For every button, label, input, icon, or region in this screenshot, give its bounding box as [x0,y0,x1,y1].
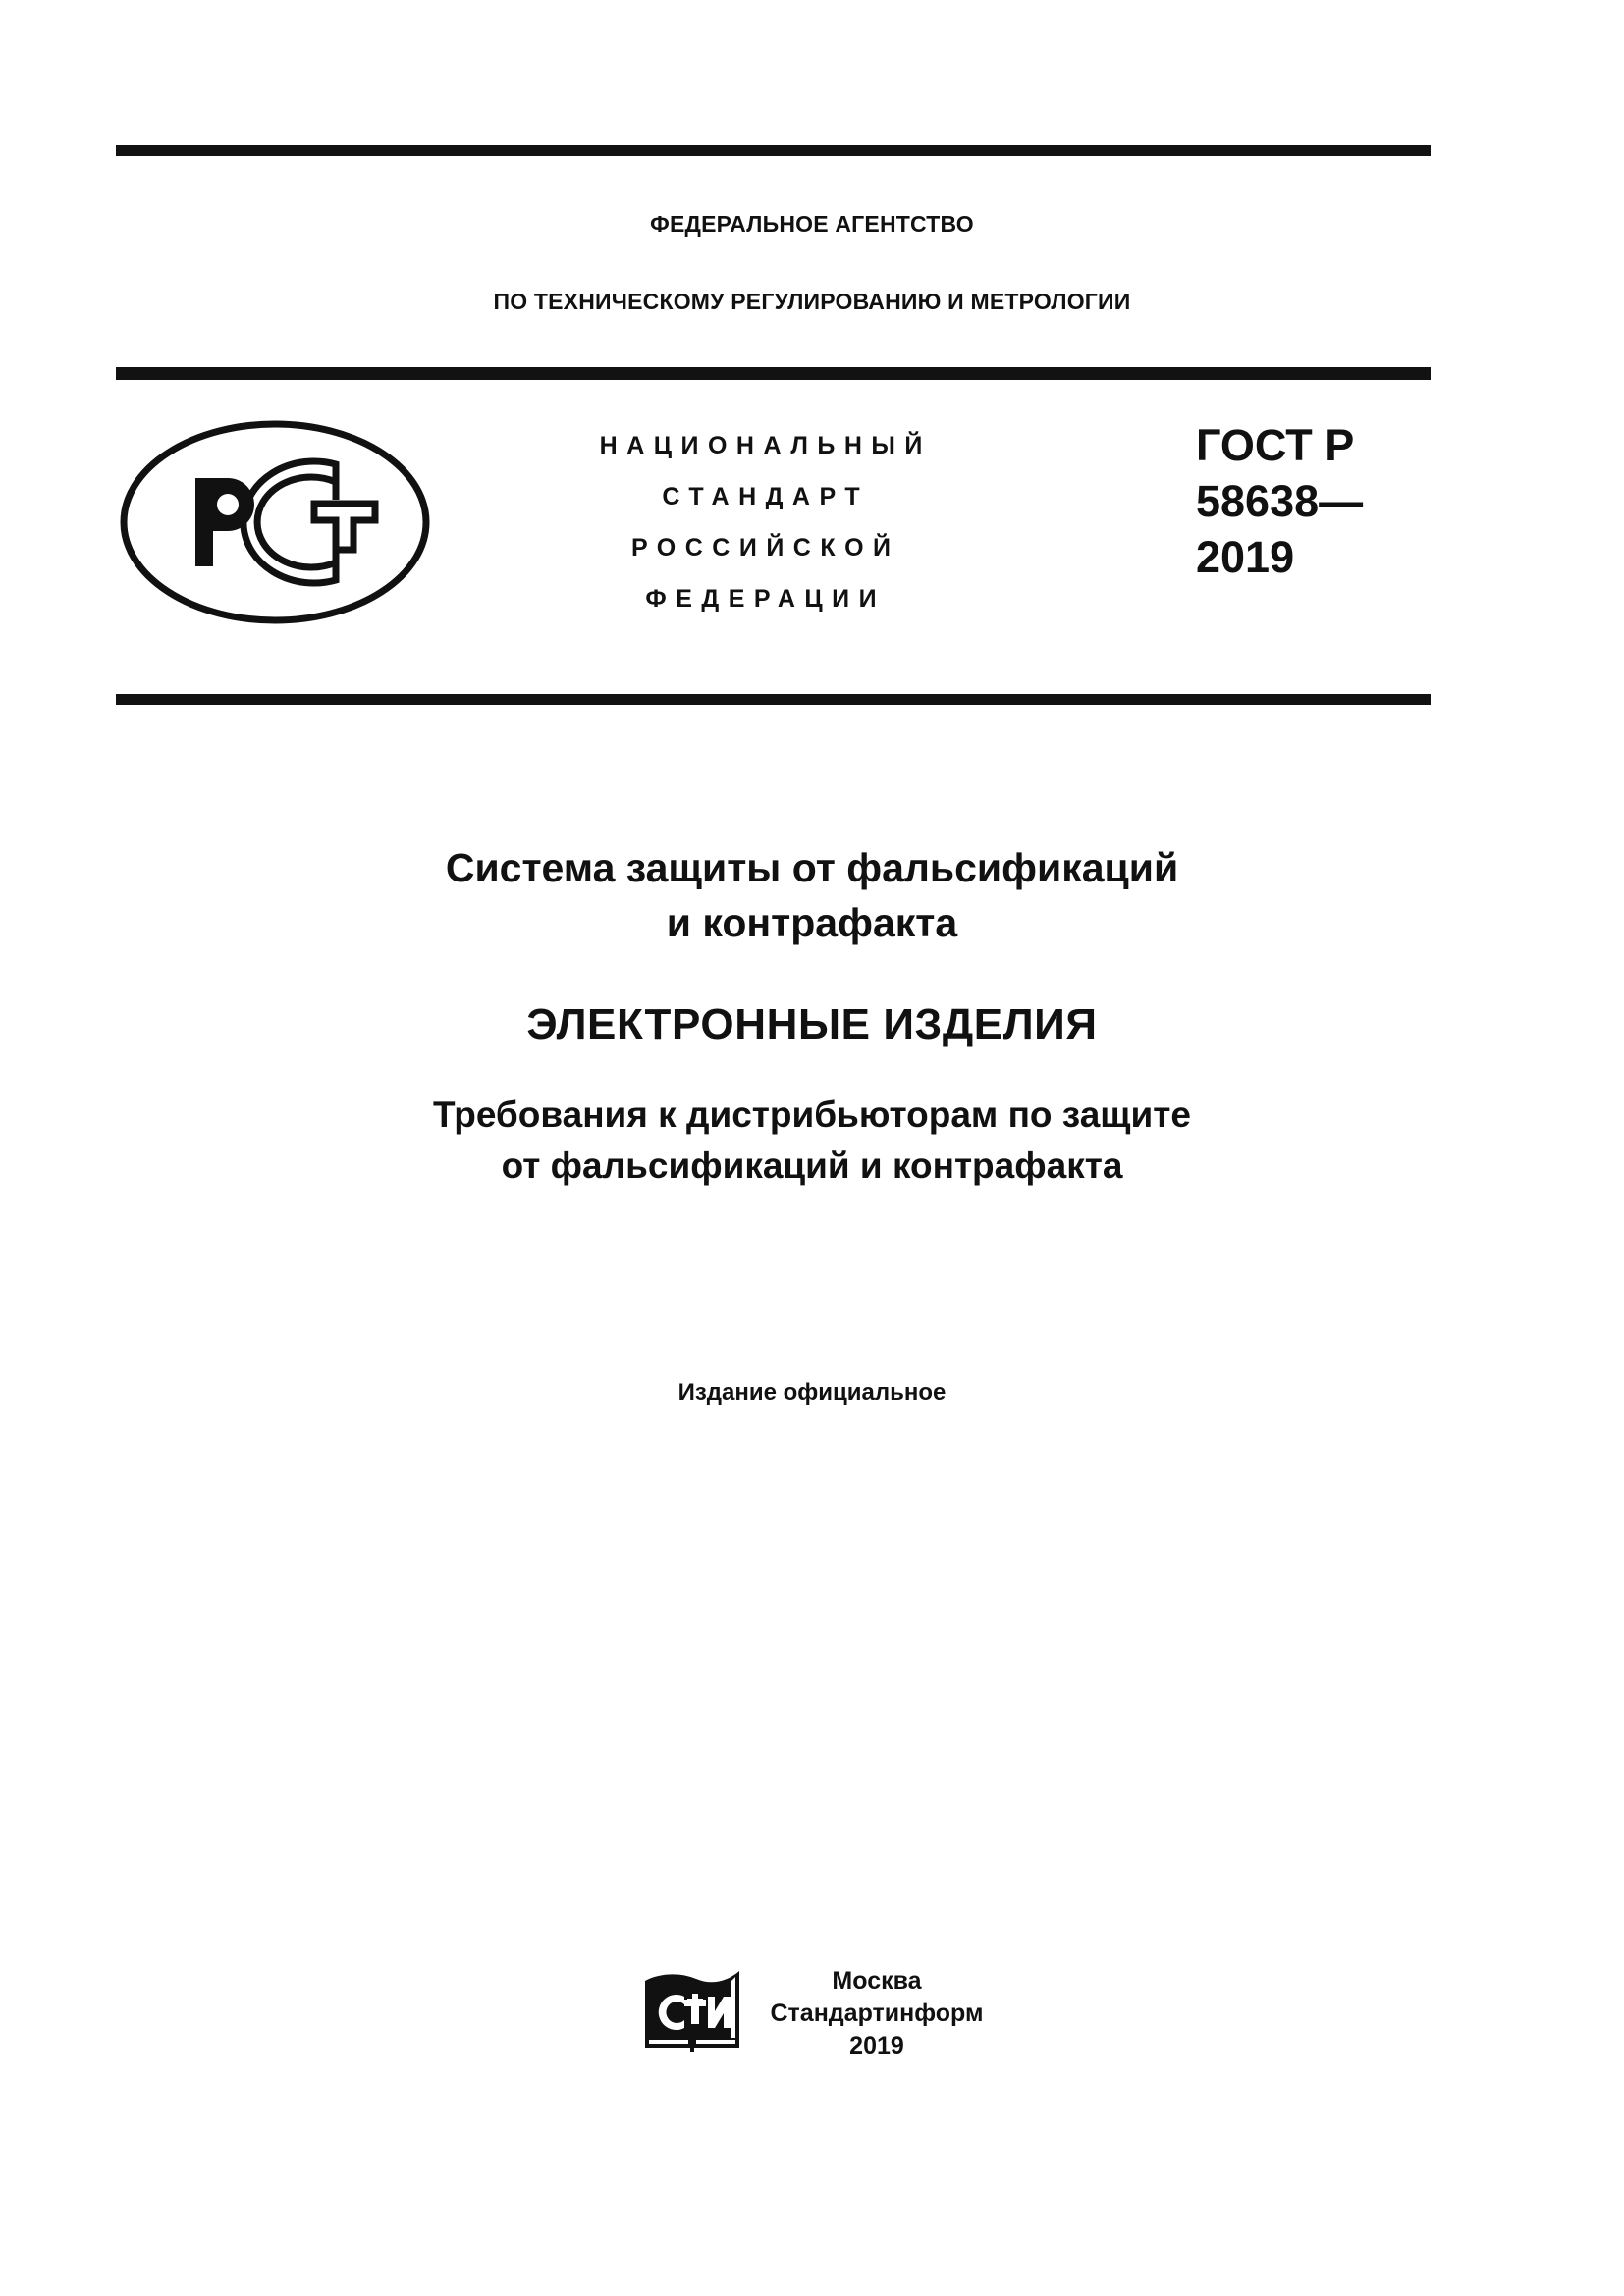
main-title: ЭЛЕКТРОННЫЕ ИЗДЕЛИЯ [526,1000,1098,1048]
agency-name-line-2: ПО ТЕХНИЧЕСКОМУ РЕГУЛИРОВАНИЮ И МЕТРОЛОГИИ [493,289,1131,314]
title-block [0,840,1624,1192]
national-standard-line-2: СТАНДАРТ [662,483,870,510]
publisher-block [0,1963,1624,2062]
rst-emblem [118,417,432,628]
agency-name-line-1: ФЕДЕРАЛЬНОЕ АГЕНТСТВО [650,211,974,237]
standard-number-line-3: 2019 [1196,532,1295,582]
official-edition-note: Издание официальное [677,1379,947,1406]
publisher-year: 2019 [849,2032,904,2059]
series-title-line-2: и контрафакта [666,900,958,945]
header-rule-bottom [116,694,1431,705]
standard-number-line-1: ГОСТ Р [1196,420,1355,470]
header-rule-middle [116,367,1431,380]
standard-number-line-2: 58638— [1196,476,1364,526]
national-standard-block [550,420,972,624]
national-standard-line-3: РОССИЙСКОЙ [630,534,900,561]
standartinform-logo [641,1967,743,2057]
header-rule-top [116,145,1431,156]
subtitle-line-1: Требования к дистрибьюторам по защите [433,1095,1191,1135]
series-title-line-1: Система защиты от фальсификаций [445,845,1179,890]
publisher-name: Стандартинформ [770,2000,984,2027]
subtitle-line-2: от фальсификаций и контрафакта [501,1146,1123,1186]
publisher-city: Москва [832,1967,922,1995]
publisher-imprint [771,1963,984,2062]
standard-number-block [1196,417,1451,585]
national-standard-line-1: НАЦИОНАЛЬНЫЙ [599,432,932,459]
national-standard-line-4: ФЕДЕРАЦИИ [645,585,887,613]
